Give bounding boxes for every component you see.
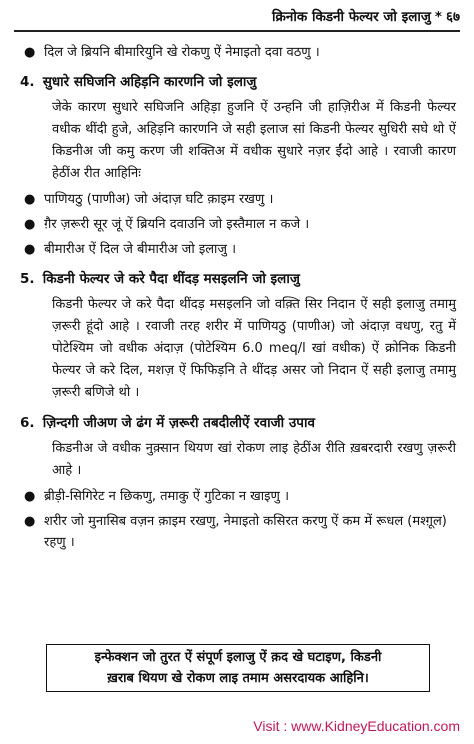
list-item xyxy=(24,511,456,553)
list-item xyxy=(24,486,456,507)
list-item-text: पाणियठु (पाणीअ) जो अंदाज़ घटि क़ाइम रखणु । xyxy=(44,192,274,207)
bullet-icon: ● xyxy=(24,489,36,504)
bullet-icon: ● xyxy=(24,514,36,529)
bullet-icon: ● xyxy=(24,45,36,60)
section-number: 5. xyxy=(20,271,35,287)
footer-link[interactable]: Visit : www.KidneyEducation.com xyxy=(253,718,460,734)
section-4-paragraph: जेके कारण सुधारे सघिजनि अहिड़ा हुजनि ऐं उन्हनि जी हाज़िरीअ में किडनी फेल्यर वधीक थींदी हुजे, अहिड़नि कारणनि जे सही इलाज सां किडनी फेल्यर सुधिरी सघे थो ऐं किडनीअ जी कमु करण जी शक्तिअ में वधीक सुधारे नज़र ईंदो आहे । रवाजी कारण हेठींअ रीत आहिनिः xyxy=(52,100,456,181)
list-item-text: ग़ैर ज़रूरी सूर जूं ऐं ब्रियनि दवाउनि जो इस्तैमाल न कजे । xyxy=(44,217,310,232)
list-item xyxy=(24,42,456,63)
note-line: ख़राब थियण खे रोकण लाइ तमाम असरदायक आहिनि। xyxy=(107,671,369,686)
bullet-icon: ● xyxy=(24,217,36,232)
list-item xyxy=(24,239,456,260)
list-item-text: ब्रीड़ी-सिगिरेट न छिकणु, तमाकु ऐं गुटिका न खाइणु । xyxy=(44,489,290,504)
page-header xyxy=(14,6,460,32)
list-item xyxy=(24,189,456,210)
list-item-text: दिल जे ब्रियनि बीमारियुनि खे रोकणु ऐं नेमाइतो दवा वठणु । xyxy=(44,45,320,60)
note-line: इन्फेक्शन जो तुरत ऐं संपूर्ण इलाजु ऐं क़द खे घटाइण, किडनी xyxy=(94,650,382,665)
list-item xyxy=(24,214,456,235)
section-5-paragraph: किडनी फेल्यर जे करे पैदा थींदड़ मसइलनि जो वक़्ति सिर निदान ऐं सही इलाजु तमामु ज़रूरी हूंदो आहे । रवाजी तरह शरीर में पाणियठु (पाणीअ) जो अंदाज़ वधणु, रतु में पोटेश्यिम जो वधीक अंदाज़ (पोटेश्यिम 6.0 meq/l खां वधीक) ऐं क्रोनिक किडनी फेल्यर जे करे दिल, मशज़ ऐं फिफिड़नि ते थींदड़ असर जो निदान ऐं सही इलाजु तमामु ज़रूरी बणिजे थो । xyxy=(52,297,456,400)
header-title: क्रिनोक किडनी फेल्यर जो इलाजु xyxy=(272,9,431,25)
section-number: 4. xyxy=(20,74,35,90)
list-item-text: शरीर जो मुनासिब वज़न क़ाइम रखणु, नेमाइतो कसिरत करणु ऐं कम में रूधल (मश्ग़ूल) रहणु । xyxy=(44,514,447,550)
bullet-icon: ● xyxy=(24,242,36,257)
page-number: ६७ xyxy=(445,9,460,25)
header-star: * xyxy=(434,9,442,25)
section-heading-6 xyxy=(20,412,456,434)
page-content xyxy=(20,38,456,557)
note-box xyxy=(46,644,430,692)
section-heading-5 xyxy=(20,268,456,290)
bullet-icon: ● xyxy=(24,192,36,207)
section-title: ज़िन्दगी जीअण जे ढंग में ज़रूरी तबदीलीऐं रवाजी उपाव xyxy=(42,415,315,431)
section-title: किडनी फेल्यर जे करे पैदा थींदड़ मसइलनि जो इलाजु xyxy=(42,271,300,287)
section-title: सुधारे सघिजनि अहिड़नि कारणनि जो इलाजु xyxy=(42,74,257,90)
list-item-text: बीमारीअ ऐं दिल जे बीमारीअ जो इलाजु । xyxy=(44,242,237,257)
section-number: 6. xyxy=(20,415,35,431)
section-heading-4 xyxy=(20,71,456,93)
section-6-paragraph: किडनीअ जे वधीक नुक़्सान थियण खां रोकण लाइ हेठींअ रीति ख़बरदारी रखणु ज़रूरी आहे । xyxy=(52,441,456,478)
